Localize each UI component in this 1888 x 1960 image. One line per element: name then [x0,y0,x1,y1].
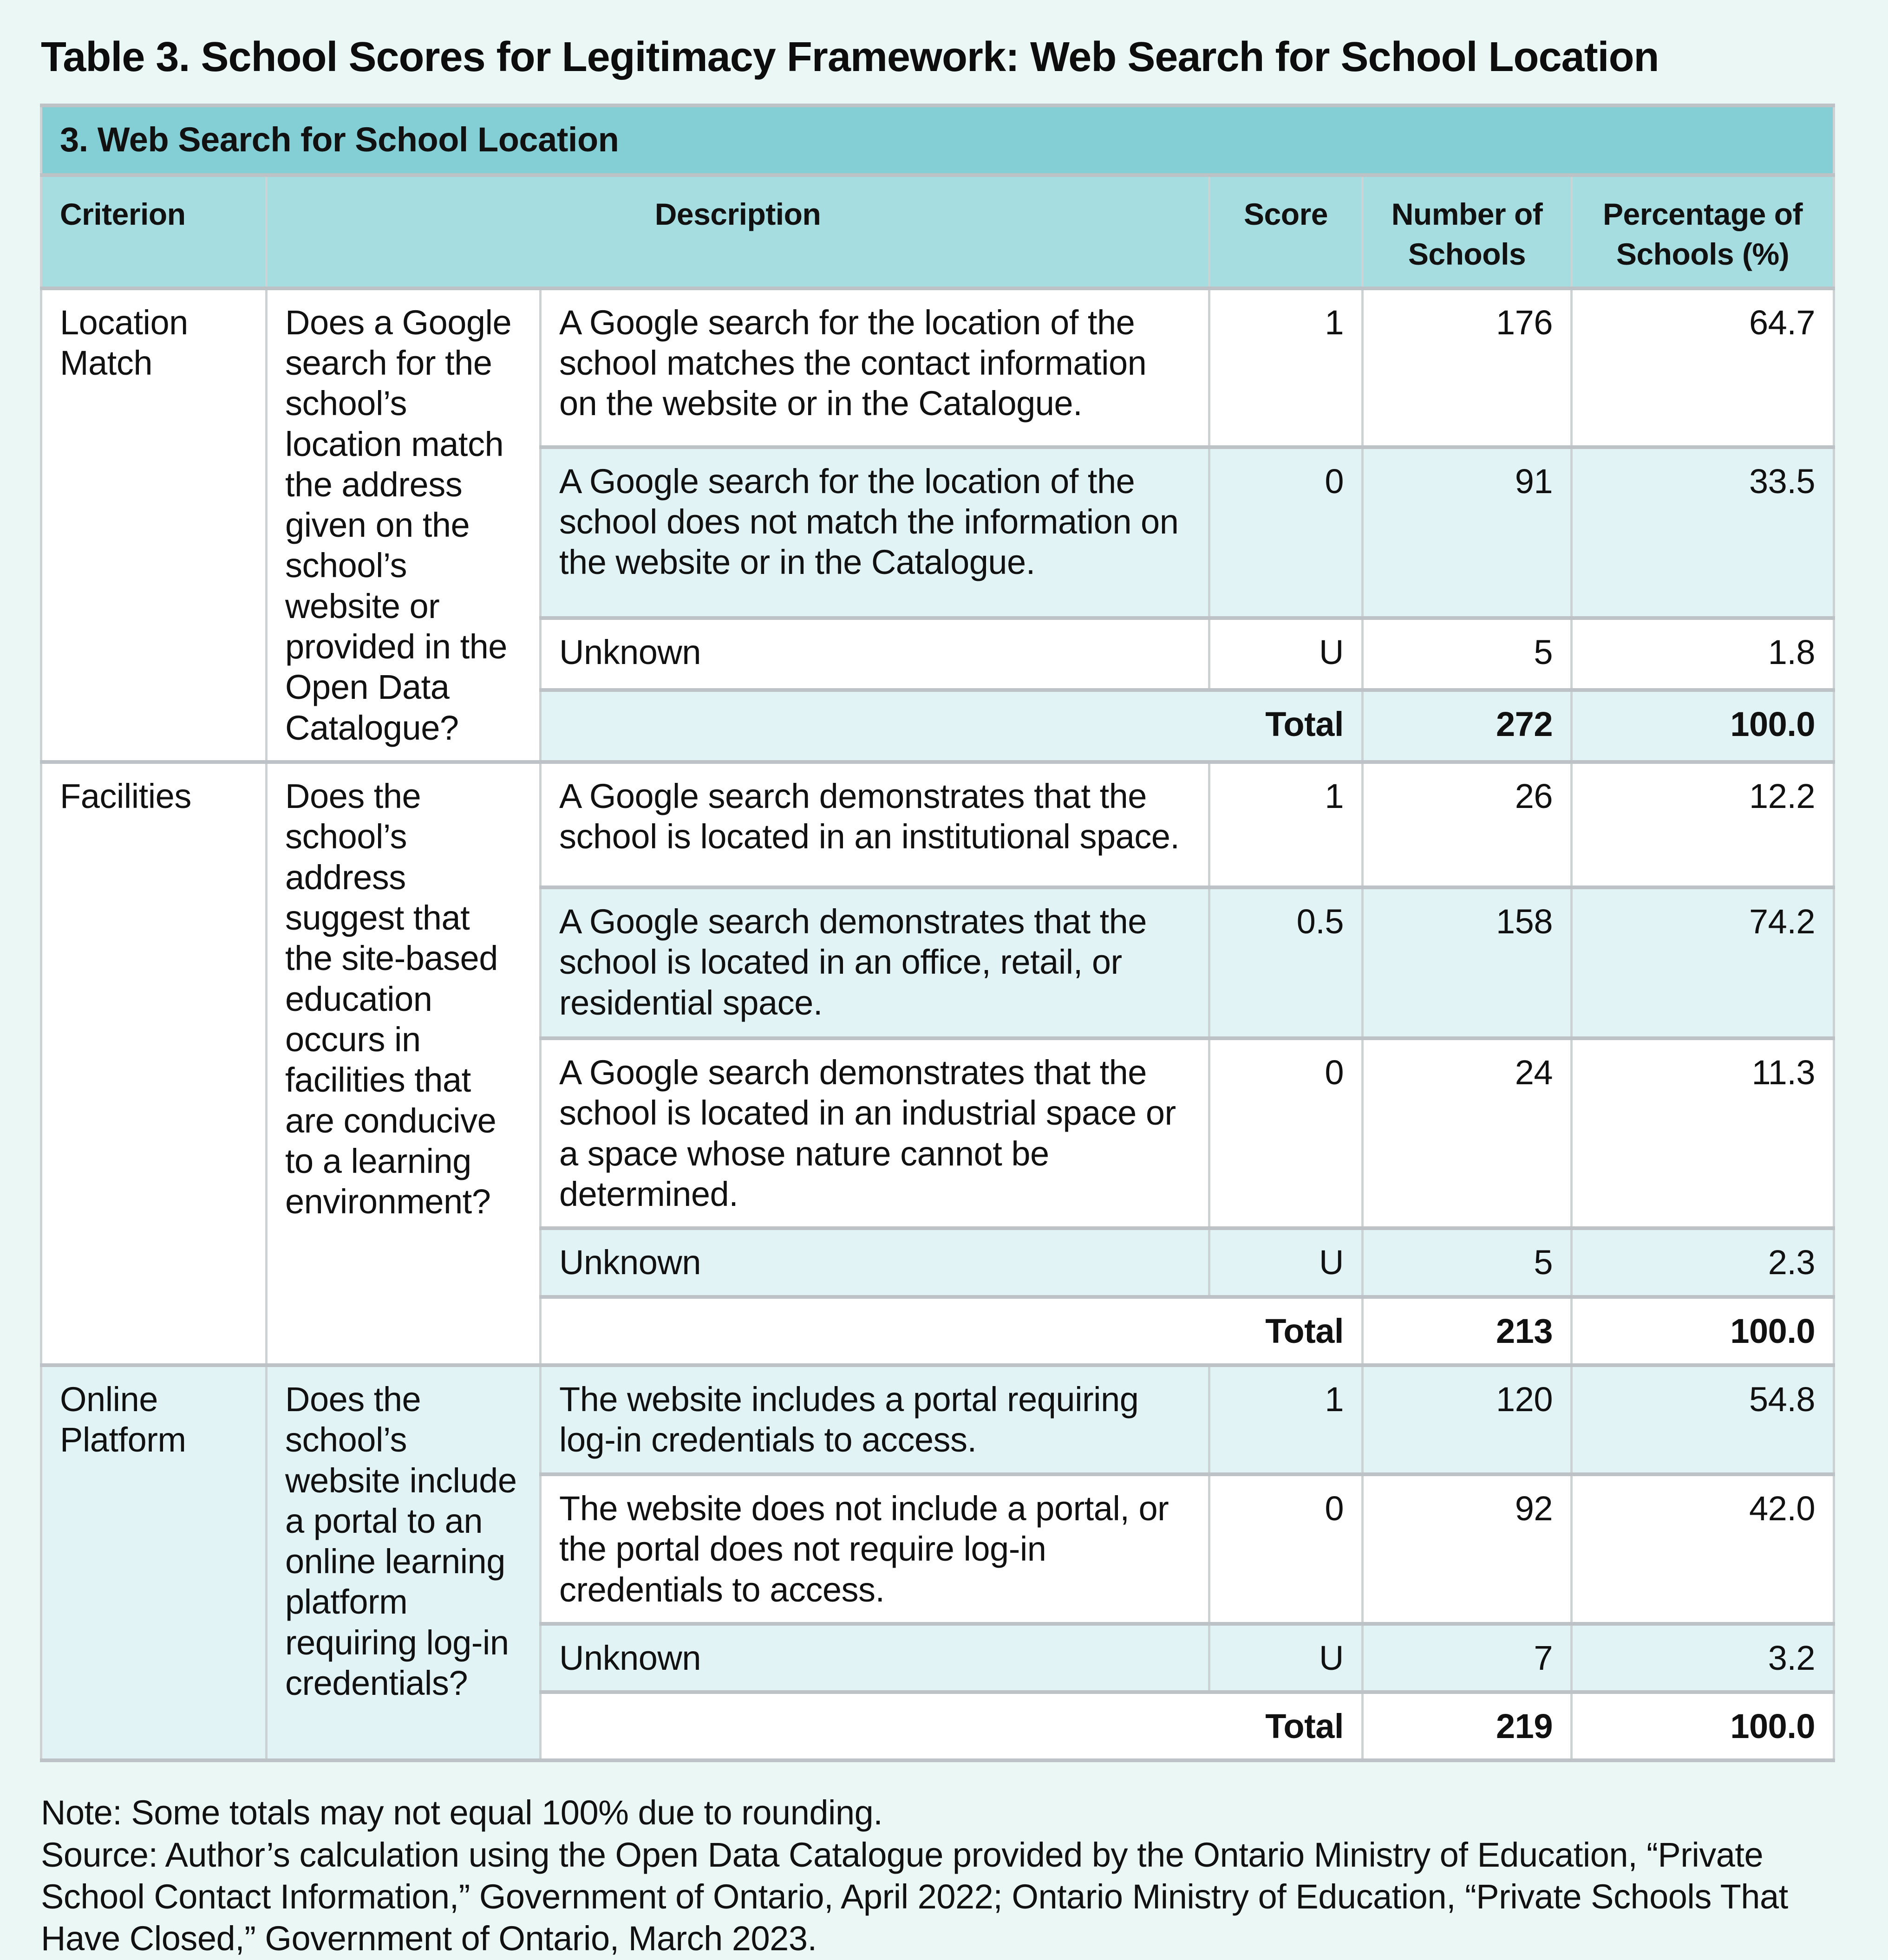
footnotes [41,1792,1844,1960]
number-cell: 91 [1363,447,1572,618]
col-header-description: Description [267,175,1209,288]
total-percentage-cell: 100.0 [1572,1297,1834,1365]
number-cell: 176 [1363,288,1572,447]
number-cell: 5 [1363,618,1572,690]
total-label-cell: Total [541,1297,1363,1365]
score-cell: 0 [1209,1038,1363,1228]
value-description-cell: A Google search demonstrates that the school is located in an office, retail, or residential space. [541,887,1209,1038]
percentage-cell: 42.0 [1572,1474,1834,1624]
value-description-cell: Unknown [541,618,1209,690]
percentage-cell: 12.2 [1572,762,1834,887]
score-cell: 0 [1209,1474,1363,1624]
percentage-cell: 74.2 [1572,887,1834,1038]
page-title: Table 3. School Scores for Legitimacy Framework: Web Search for School Location [41,34,1659,80]
col-header-number-of-schools: Number of Schools [1363,175,1572,288]
score-cell: U [1209,1228,1363,1296]
percentage-cell: 2.3 [1572,1228,1834,1296]
value-description-cell: Unknown [541,1228,1209,1296]
score-cell: U [1209,1624,1363,1692]
score-cell: 0.5 [1209,887,1363,1038]
section-header: 3. Web Search for School Location [41,105,1834,175]
percentage-cell: 33.5 [1572,447,1834,618]
percentage-cell: 64.7 [1572,288,1834,447]
total-number-cell: 219 [1363,1692,1572,1760]
score-cell: 1 [1209,762,1363,887]
score-cell: 1 [1209,288,1363,447]
criterion-cell: Online Platform [41,1365,267,1761]
total-percentage-cell: 100.0 [1572,690,1834,762]
number-cell: 7 [1363,1624,1572,1692]
criterion-question-cell: Does the school’s website include a portal to an online learning platform requiring log-in credentials? [267,1365,541,1761]
value-description-cell: Unknown [541,1624,1209,1692]
source-text: Source: Author’s calculation using the Open Data Catalogue provided by the Ontario Ministry of Education, “Private School Contact Information,” Government of Ontario, April 2022; Ontario Ministry of Education, “Private Schools That Have Closed,” Government of Ontario, March 2023. [41,1835,1788,1958]
total-number-cell: 213 [1363,1297,1572,1365]
score-cell: 1 [1209,1365,1363,1474]
value-description-cell: A Google search for the location of the school matches the contact information on the website or in the Catalogue. [541,288,1209,447]
score-cell: 0 [1209,447,1363,618]
table-row [41,288,1834,447]
total-percentage-cell: 100.0 [1572,1692,1834,1760]
value-description-cell: The website does not include a portal, or the portal does not require log-in credentials to access. [541,1474,1209,1624]
scores-table [40,104,1835,1762]
number-cell: 120 [1363,1365,1572,1474]
number-cell: 158 [1363,887,1572,1038]
number-cell: 5 [1363,1228,1572,1296]
value-description-cell: A Google search demonstrates that the school is located in an institutional space. [541,762,1209,887]
number-cell: 26 [1363,762,1572,887]
criterion-cell: Location Match [41,288,267,762]
section-header-row [41,105,1834,175]
value-description-cell: The website includes a portal requiring log-in credentials to access. [541,1365,1209,1474]
criterion-cell: Facilities [41,762,267,1365]
number-cell: 24 [1363,1038,1572,1228]
percentage-cell: 3.2 [1572,1624,1834,1692]
total-label-cell: Total [541,690,1363,762]
percentage-cell: 1.8 [1572,618,1834,690]
page [0,33,1888,1958]
col-header-criterion: Criterion [41,175,267,288]
value-description-cell: A Google search demonstrates that the school is located in an industrial space or a space whose nature cannot be determined. [541,1038,1209,1228]
table-row [41,762,1834,887]
score-cell: U [1209,618,1363,690]
col-header-score: Score [1209,175,1363,288]
criterion-question-cell: Does a Google search for the school’s location match the address given on the school’s website or provided in the Open Data Catalogue? [267,288,541,762]
percentage-cell: 11.3 [1572,1038,1834,1228]
value-description-cell: A Google search for the location of the school does not match the information on the website or in the Catalogue. [541,447,1209,618]
note-text: Note: Some totals may not equal 100% due to rounding. [41,1793,883,1832]
table-row [41,1365,1834,1474]
total-label-cell: Total [541,1692,1363,1760]
total-number-cell: 272 [1363,690,1572,762]
col-header-percentage-of-schools: Percentage of Schools (%) [1572,175,1834,288]
criterion-question-cell: Does the school’s address suggest that the site-based education occurs in facilities that are conducive to a learning environment? [267,762,541,1365]
percentage-cell: 54.8 [1572,1365,1834,1474]
column-header-row [41,175,1834,288]
number-cell: 92 [1363,1474,1572,1624]
